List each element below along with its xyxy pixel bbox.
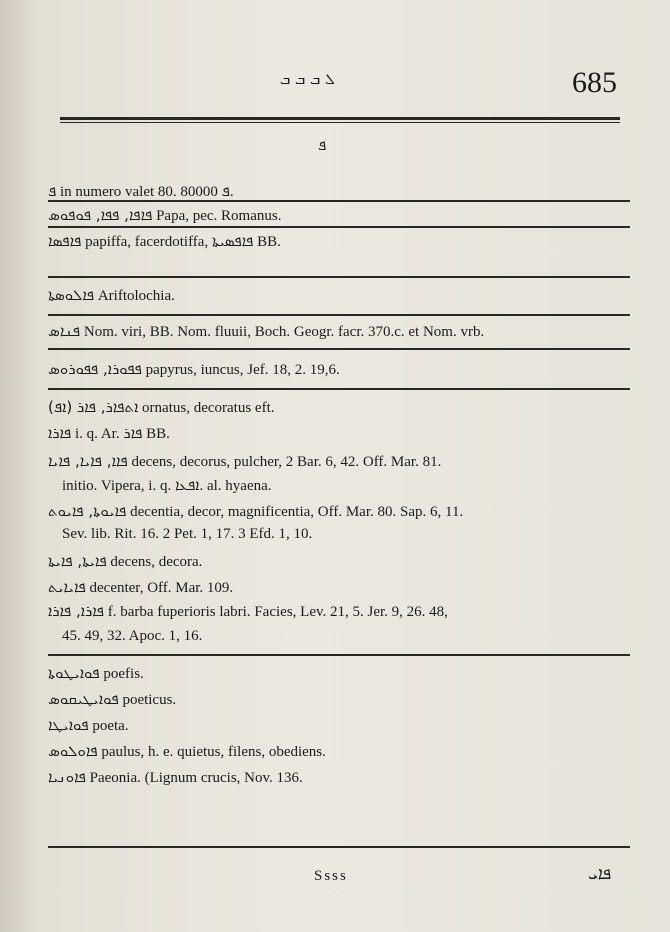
entry-line [48,716,628,735]
entry-text: paulus, h. e. quietus, filens, obediens. [97,744,326,760]
syriac-headword: ܦܘܐܝܛܐ [48,716,89,734]
entry-line [48,182,628,201]
entry-text: i. q. Ar. [71,426,124,442]
entry-text: papyrus, iuncus, Jef. 18, 2. 19,6. [141,362,340,378]
entry-text: . al. hyaena. [199,478,272,494]
entry-line [48,424,628,443]
entry-line [48,232,628,251]
entry-line [48,206,628,225]
entry-separator-rule [48,654,630,656]
entry-text: 45. 49, 32. Apoc. 1, 16. [62,628,203,644]
entry-text: decentia, decor, magnificentia, Off. Mar. 80. Sap. 6, 11. [126,504,464,520]
entry-text: initio. Vipera, i. q. [62,478,175,494]
page-number: 685 [572,66,617,99]
syriac-headword: ܦܐܝܘܬܐ, ܦܐܝܘܬ [48,502,127,520]
syriac-headword: ܦܢܐܣ [48,322,81,340]
entry-separator-rule [48,388,630,390]
entry-text: poeticus. [118,692,177,708]
entry-line [62,628,642,645]
section-letter: ܦ [318,136,327,154]
entry-text: poeta. [88,718,129,734]
header-rule-thin [60,122,620,123]
entry-line [48,768,628,787]
entry-text: Ariftolochia. [94,288,175,304]
entry-line [48,742,628,761]
syriac-headword: ܦܐܝܐܝܬ [48,578,86,596]
entry-text: papiffa, facerdotiffa, [81,234,212,250]
entry-text: decens, decora. [106,554,203,570]
entry-separator-rule [48,348,630,350]
entry-line [48,398,628,417]
entry-text: decenter, Off. Mar. 109. [85,580,234,596]
footer-rule [48,846,630,848]
syriac-headword: ܦܐܘܢܝܐ [48,768,86,786]
syriac-word: ܦ [221,182,230,200]
signature-mark: Ssss [314,868,348,884]
syriac-headword: ܦܘܐܝܛܘܬܐ [48,664,100,682]
header-syriac: ܠ ܒ ܒ ܒ [280,70,335,88]
entry-line [48,286,628,305]
entry-line [48,552,628,571]
header-rule [60,117,620,120]
entry-separator-rule [48,314,630,316]
entry-text: f. barba fuperioris labri. Facies, Lev. 21, 5. Jer. 9, 26. 48, [103,604,448,620]
syriac-headword: ܦ [48,182,57,200]
entry-line [62,476,642,495]
entry-text: decens, decorus, pulcher, 2 Bar. 6, 42. Off. Mar. 81. [127,454,442,470]
entry-line [48,360,628,379]
entry-line [48,578,628,597]
entry-separator-rule [48,226,630,228]
entry-text: in numero valet 80. [56,184,181,200]
entry-text: Papa, pec. Romanus. [152,208,282,224]
entry-text: ornatus, decoratus eft. [138,400,275,416]
catchword: ܦܐܝ [588,864,612,884]
syriac-word: ܐܦܥܐ [174,476,200,494]
syriac-headword: ܦܦܘܪܐ, ܦܦܘܪܘܣ [48,360,142,378]
entry-line [48,452,628,471]
entry-line [48,502,628,521]
syriac-headword: ܦܐܝܬܐ, ܦܐܝܬܐ [48,552,107,570]
entry-line [62,526,642,543]
syriac-headword: ܦܐܪܐ [48,424,72,442]
entry-text: Paeonia. (Lignum crucis, Nov. 136. [85,770,303,786]
entry-line [48,602,628,621]
syriac-headword: ܦܐܘܠܘܣ [48,742,98,760]
syriac-headword: ܦܐܦܣܐ [48,232,82,250]
entry-separator-rule [48,200,630,202]
entry-line [48,664,628,683]
syriac-headword: ܦܐܠܘܣܬܐ [48,286,95,304]
entry-text: Nom. viri, BB. Nom. fluuii, Boch. Geogr. facr. 370.c. et Nom. vrb. [80,324,485,340]
syriac-word: ܦܐܦܣܝܬܐ [211,232,254,250]
entry-text: BB. [253,234,281,250]
entry-line [48,690,628,709]
entry-text: 80000. [180,184,234,200]
syriac-headword: ܦܘܐܝܛܝܩܘܣ [48,690,119,708]
syriac-headword: ܦܐܐ, ܦܐܝܐ, ܦܐܝܐ [48,452,128,470]
entry-text: BB. [142,426,170,442]
syriac-headword: ܦܐܦܐ, ܦܦܐ, ܦܘܦܘܣ [48,206,153,224]
entry-line [48,322,628,341]
entry-text: Sev. lib. Rit. 16. 2 Pet. 1, 17. 3 Efd. 1, 10. [62,526,313,542]
syriac-word: ܦܐܪ [123,424,143,442]
entry-text: poefis. [99,666,144,682]
syriac-headword: (ܐܦ) ܐܬܦܐܪ, ܦܐܪ [48,398,139,416]
syriac-headword: ܦܐܪܐ, ܦܐܪܐ [48,602,104,620]
entry-separator-rule [48,276,630,278]
